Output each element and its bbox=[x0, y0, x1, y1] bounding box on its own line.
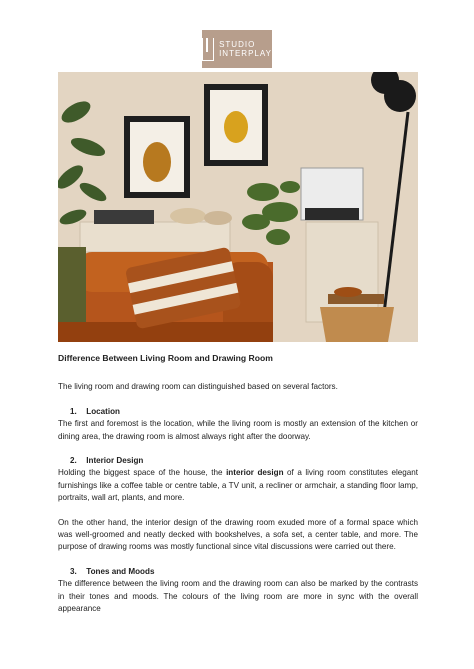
section-heading-location bbox=[58, 406, 418, 418]
living-room-photo bbox=[58, 72, 418, 342]
text-segment: Holding the biggest space of the house, the bbox=[58, 468, 227, 478]
section-number: 3. bbox=[70, 566, 77, 576]
section-text-drawing-room: On the other hand, the interior design of the drawing room exuded more of a formal space which was well-groomed and neatly decked with bookshelves, a sofa set, a center table, and more. The purpose of drawing rooms was mostly functional since vital discussions were carried out there. bbox=[58, 517, 418, 552]
section-heading-interior-design bbox=[58, 455, 418, 467]
logo-text bbox=[219, 40, 272, 58]
section-heading-tones-and-moods bbox=[58, 566, 418, 578]
interior-design-link[interactable]: interior design bbox=[226, 468, 284, 478]
section-text-interior-design bbox=[58, 467, 418, 504]
logo-line-2: INTERPLAY bbox=[219, 49, 272, 58]
section-number: 2. bbox=[70, 456, 77, 466]
studio-interplay-logo bbox=[202, 30, 272, 68]
logo-line-1: STUDIO bbox=[219, 40, 256, 49]
article bbox=[58, 352, 418, 628]
section-title: Tones and Moods bbox=[86, 566, 155, 576]
section-title: Location bbox=[86, 406, 120, 416]
section-number: 1. bbox=[70, 406, 77, 416]
section-title: Interior Design bbox=[86, 456, 144, 466]
section-text-location: The first and foremost is the location, while the living room is mostly an extension of the kitchen or dining area, the drawing room is almost always right after the doorway. bbox=[58, 419, 418, 441]
logo-mark-icon bbox=[202, 38, 214, 61]
text-segment: of a living room constitutes elegant furnishings like a coffee table or centre table, a TV unit, a recliner or armchair, a standing floor lamp, portraits, wall art, plants, and more. bbox=[58, 468, 419, 503]
section-text-tones-and-moods: The difference between the living room and the drawing room can also be marked by the contrasts in their tones and moods. The colours of the living room are more in sync with the overall appearance bbox=[58, 579, 418, 614]
article-title: Difference Between Living Room and Drawing Room bbox=[58, 353, 273, 363]
article-intro: The living room and drawing room can distinguished based on several factors. bbox=[58, 382, 338, 392]
